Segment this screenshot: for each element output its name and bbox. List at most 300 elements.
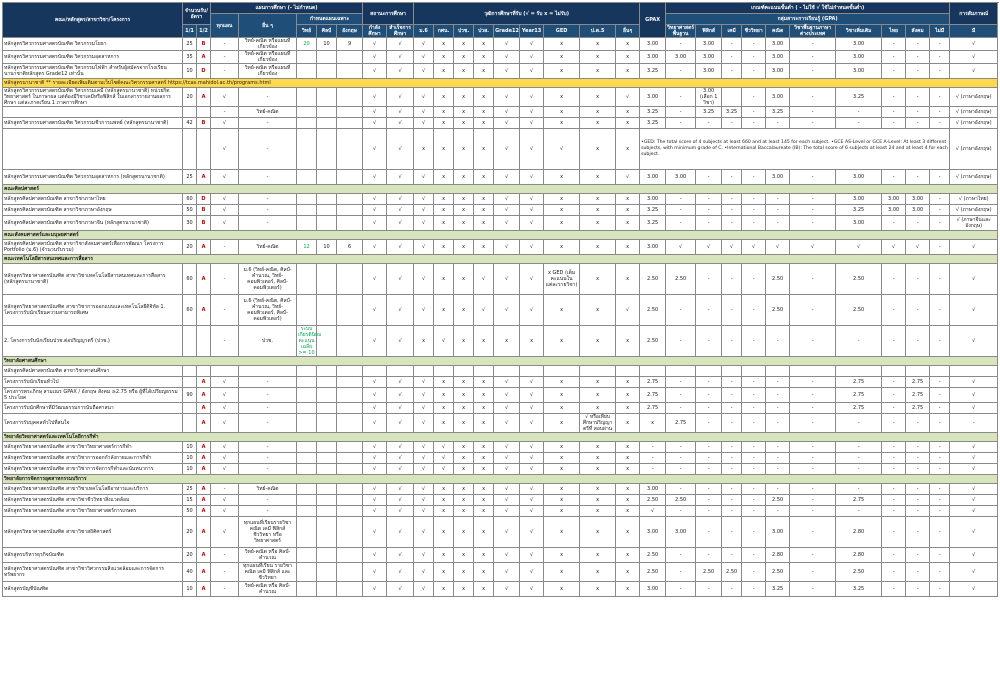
table-cell: x [616, 563, 640, 582]
table-cell: x [616, 118, 640, 129]
table-cell [297, 64, 317, 79]
table-cell [337, 506, 363, 517]
header-sci-physics: ฟิสิกส์ [696, 25, 722, 38]
program-name-cell: 2. โครงการรับนักเรียนปวช.ต่อปริญญาตรี (ปวช.) [3, 326, 183, 357]
table-cell: x [580, 64, 616, 79]
table-cell: √ หรือเทียบ ศึกษาปริญญาตรีที่ สอบผ่าน [580, 414, 616, 433]
table-cell: x [580, 563, 616, 582]
table-cell: √ [211, 377, 239, 388]
table-body [3, 38, 998, 597]
table-cell: - [239, 88, 297, 107]
table-cell: √ [211, 414, 239, 433]
header-qual-ged: GED [544, 25, 580, 38]
table-cell: √ [520, 484, 544, 495]
program-name-cell: หลักสูตรวิศวกรรมศาสตรบัณฑิต วิศวกรรมชีวการแพทย์ (หลักสูตรนานาชาติ) [3, 118, 183, 129]
program-name-cell: หลักสูตรวิทยาศาสตรบัณฑิต สาขาวิชาวิทยาศาสตร์การเกษตร [3, 506, 183, 517]
table-cell [317, 216, 337, 231]
header-quota-1: 1/1 [183, 25, 197, 38]
table-cell: - [790, 548, 836, 563]
table-cell: √ [520, 403, 544, 414]
section-header-row [3, 475, 998, 484]
table-cell: √ [494, 506, 520, 517]
table-cell: √ [616, 88, 640, 107]
table-cell: x [434, 377, 454, 388]
table-cell: x [474, 216, 494, 231]
table-cell: x [454, 582, 474, 597]
table-cell: x [616, 388, 640, 403]
table-cell [297, 442, 317, 453]
table-cell [297, 517, 317, 548]
table-cell: √ [950, 484, 998, 495]
table-cell: x [616, 326, 640, 357]
table-cell [317, 484, 337, 495]
table-cell: - [790, 414, 836, 433]
program-name-cell [3, 107, 183, 118]
table-cell [317, 506, 337, 517]
table-cell: x [580, 264, 616, 295]
table-cell: x [616, 506, 640, 517]
table-cell: x [414, 326, 434, 357]
table-cell [297, 506, 317, 517]
table-cell: √ [494, 38, 520, 51]
table-cell [183, 326, 197, 357]
table-cell [930, 366, 950, 377]
table-cell: x [434, 51, 454, 64]
table-cell: 2.75 [640, 388, 666, 403]
table-cell: - [696, 453, 722, 464]
table-cell: √ [414, 403, 434, 414]
table-cell: 3.00 [766, 170, 790, 185]
table-cell: √ [494, 495, 520, 506]
table-cell: - [930, 453, 950, 464]
section-header-row [3, 185, 998, 194]
table-cell [317, 442, 337, 453]
header-math: คณิต [766, 25, 790, 38]
table-cell: √ [520, 129, 544, 170]
table-cell: x [580, 506, 616, 517]
table-cell: x [454, 484, 474, 495]
table-cell: - [836, 118, 882, 129]
table-cell: 3.25 [836, 582, 882, 597]
table-cell: √ [211, 453, 239, 464]
table-cell: √ [494, 414, 520, 433]
table-cell: - [882, 453, 906, 464]
table-cell: √ [387, 118, 414, 129]
table-cell [520, 366, 544, 377]
table-cell: - [666, 216, 696, 231]
table-row [3, 442, 998, 453]
table-cell: A [197, 388, 211, 403]
table-cell [183, 366, 197, 377]
table-cell: x [414, 129, 434, 170]
table-cell: - [766, 453, 790, 464]
section-title: วิทยาลัยศาสนศึกษา [3, 357, 998, 366]
table-cell: - [666, 506, 696, 517]
table-cell: 40 [183, 563, 197, 582]
header-foreign-extra: วิชาเพิ่มเติม [836, 25, 882, 38]
table-cell [317, 170, 337, 185]
table-cell: 2.75 [666, 414, 696, 433]
table-cell: - [930, 194, 950, 205]
program-name-cell: หลักสูตรวิทยาศาสตรบัณฑิต สาขาวิชาเทคโนโลยีสารสนเทศและการสื่อสาร (หลักสูตรนานาชาติ) [3, 264, 183, 295]
table-cell: x [544, 51, 580, 64]
table-cell: - [930, 216, 950, 231]
table-cell: 2.50 [836, 264, 882, 295]
table-cell: - [722, 264, 742, 295]
table-cell: - [742, 64, 766, 79]
table-cell: - [882, 88, 906, 107]
program-name-cell: หลักสูตรวิศวกรรมศาสตรบัณฑิต วิศวกรรมเคมี (หลักสูตรนานาชาติ) หน่วยกิตวิทยาศาสตร์ ในภาษาผล แต่ต้องมีวิชาเคมีหรือฟิสิกส์ ในเอกสารรายงานผลการศึกษา แต่ละภาคเรียน 1 ภาคการศึกษา [3, 88, 183, 107]
table-cell [297, 51, 317, 64]
table-cell: A [197, 517, 211, 548]
table-cell: √ [950, 442, 998, 453]
table-cell: 2.75 [906, 403, 930, 414]
section-title: คณะศิลปศาสตร์ [3, 185, 998, 194]
table-cell: √ [387, 51, 414, 64]
table-cell: x [616, 240, 640, 255]
program-name-cell: หลักสูตรบัญชีบัณฑิต [3, 582, 183, 597]
table-cell: 3.00 [696, 38, 722, 51]
table-cell: √ [520, 464, 544, 475]
table-cell: 3.25 [640, 64, 666, 79]
program-name-cell: โครงการพระภิกษุ สามเณร GPAX / อังกฤษ สังคม ≥2.75 หรือ ผู้ที่ได้เปรียญธรรม 5 ประโยค [3, 388, 183, 403]
table-cell: 3.00 [640, 240, 666, 255]
table-cell: - [239, 170, 297, 185]
table-cell: 6 [337, 240, 363, 255]
table-cell [317, 205, 337, 216]
table-cell: 2.50 [666, 264, 696, 295]
table-cell: √ [387, 442, 414, 453]
table-cell: - [790, 442, 836, 453]
table-cell [836, 366, 882, 377]
table-cell: x [580, 453, 616, 464]
table-cell: √ [950, 51, 998, 64]
table-cell: x [454, 403, 474, 414]
table-cell: √ [363, 377, 387, 388]
table-cell: 2.75 [836, 403, 882, 414]
table-cell: x [434, 403, 454, 414]
table-cell: - [239, 129, 297, 170]
table-cell: - [696, 414, 722, 433]
table-cell: 2.50 [766, 295, 790, 326]
table-cell: x [616, 495, 640, 506]
table-cell: - [722, 170, 742, 185]
table-cell: - [836, 484, 882, 495]
program-name-cell: โครงการรับนักศึกษาที่มีวัฒนธรรมการนับถือศาสนา [3, 403, 183, 414]
table-cell: √ [211, 517, 239, 548]
table-cell: - [742, 563, 766, 582]
table-cell: √ [950, 464, 998, 475]
table-cell [297, 129, 317, 170]
table-cell: 3.00 [696, 64, 722, 79]
table-cell: x [616, 51, 640, 64]
table-row [3, 495, 998, 506]
table-cell [297, 366, 317, 377]
table-cell: x [474, 194, 494, 205]
table-cell [544, 366, 580, 377]
table-cell: √ [387, 38, 414, 51]
table-cell: - [211, 38, 239, 51]
table-cell: - [742, 88, 766, 107]
table-cell: A [197, 88, 211, 107]
table-cell: √ [414, 442, 434, 453]
table-cell: x [580, 51, 616, 64]
table-cell [297, 216, 317, 231]
table-cell: - [211, 326, 239, 357]
table-cell [363, 366, 387, 377]
table-cell [337, 107, 363, 118]
table-cell: √ [387, 517, 414, 548]
table-cell: √ [950, 403, 998, 414]
table-cell: - [239, 216, 297, 231]
table-cell: - [882, 295, 906, 326]
table-cell: 2.50 [666, 495, 696, 506]
table-cell: - [696, 442, 722, 453]
table-cell: 3.25 [722, 107, 742, 118]
table-cell: x [474, 129, 494, 170]
table-cell [317, 88, 337, 107]
table-cell: √ [722, 240, 742, 255]
table-cell: √ [950, 453, 998, 464]
table-cell [211, 366, 239, 377]
table-cell: - [930, 414, 950, 433]
table-cell: √ [414, 118, 434, 129]
table-cell: √ (ภาษาอังกฤษ) [950, 129, 998, 170]
table-cell: √ [494, 194, 520, 205]
table-cell [337, 582, 363, 597]
table-cell: x [616, 414, 640, 433]
header-plan-sci: วิทย์ [297, 25, 317, 38]
table-cell: x [474, 240, 494, 255]
table-cell: - [790, 484, 836, 495]
table-cell: - [790, 388, 836, 403]
table-row [3, 264, 998, 295]
table-row [3, 295, 998, 326]
table-cell: √ [494, 216, 520, 231]
table-cell: √ [494, 264, 520, 295]
table-cell: x [434, 240, 454, 255]
table-cell: √ [387, 403, 414, 414]
table-cell: - [882, 118, 906, 129]
table-cell: x [544, 506, 580, 517]
table-cell: - [882, 51, 906, 64]
table-cell: √ [494, 118, 520, 129]
table-cell: - [666, 464, 696, 475]
table-cell: x [454, 216, 474, 231]
table-cell: √ [387, 205, 414, 216]
table-cell: x [580, 38, 616, 51]
table-cell [722, 88, 742, 107]
table-cell: x [454, 205, 474, 216]
table-cell [317, 388, 337, 403]
table-cell [337, 295, 363, 326]
table-cell: √ [414, 388, 434, 403]
table-cell: - [742, 442, 766, 453]
table-cell: x [544, 377, 580, 388]
table-cell: x [434, 107, 454, 118]
table-cell: ทุกแผนที่เรียน รายวิชา คณิต เคมี ฟิสิกส์ และชีววิทยา [239, 563, 297, 582]
table-cell: - [742, 38, 766, 51]
header-sci-bio: ชีววิทยา [742, 25, 766, 38]
table-cell: 3.00 [836, 51, 882, 64]
table-cell: √ [520, 582, 544, 597]
table-cell: - [906, 484, 930, 495]
table-cell [317, 414, 337, 433]
table-cell [317, 563, 337, 582]
table-cell: √ [211, 464, 239, 475]
table-cell [183, 129, 197, 170]
table-cell: x [580, 484, 616, 495]
table-cell: x [616, 194, 640, 205]
table-cell: √ [494, 295, 520, 326]
table-cell: √ [211, 194, 239, 205]
table-cell: √ [520, 240, 544, 255]
table-cell: - [790, 464, 836, 475]
table-cell [3, 129, 183, 170]
header-plan-other: อื่น ๆ [239, 14, 297, 38]
table-cell: √ [363, 403, 387, 414]
table-cell: 3.25 [640, 107, 666, 118]
table-cell: x [454, 464, 474, 475]
table-cell [494, 366, 520, 377]
table-cell: x [474, 88, 494, 107]
table-cell: x [474, 582, 494, 597]
table-cell: x [580, 88, 616, 107]
table-cell: √ [414, 377, 434, 388]
table-cell: - [790, 326, 836, 357]
table-cell: √ [494, 205, 520, 216]
table-cell: - [211, 64, 239, 79]
table-cell: √ [414, 295, 434, 326]
table-cell: √ [363, 51, 387, 64]
table-cell: x [616, 107, 640, 118]
table-cell: - [906, 264, 930, 295]
table-cell: - [239, 506, 297, 517]
table-cell: √ [520, 548, 544, 563]
table-cell: x [474, 442, 494, 453]
table-cell: 3.00 [640, 484, 666, 495]
table-cell [580, 366, 616, 377]
table-cell: √ [387, 548, 414, 563]
table-cell: - [930, 495, 950, 506]
table-cell: √ [494, 240, 520, 255]
table-cell: 2.75 [836, 388, 882, 403]
table-cell: - [790, 194, 836, 205]
table-cell: - [722, 38, 742, 51]
table-cell: √ [387, 506, 414, 517]
table-cell: x [544, 240, 580, 255]
table-cell: x [580, 170, 616, 185]
table-cell: วิทย์-คณิต หรือแผนที่เกี่ยวข้อง [239, 38, 297, 51]
table-cell: A [197, 377, 211, 388]
section-title: คณะเทคโนโลยีสารสนเทศและการสื่อสาร [3, 255, 998, 264]
table-row [3, 240, 998, 255]
table-cell: - [906, 107, 930, 118]
table-cell: √ [696, 240, 722, 255]
table-cell: x [474, 118, 494, 129]
table-row [3, 377, 998, 388]
table-cell: x [544, 442, 580, 453]
table-cell: - [930, 38, 950, 51]
header-qualification: วุฒิการศึกษาที่รับ (√ = รับ x = ไม่รับ) [414, 3, 640, 25]
table-cell: A [197, 563, 211, 582]
table-cell: - [696, 170, 722, 185]
table-cell [317, 377, 337, 388]
table-cell [297, 495, 317, 506]
table-cell: x [454, 563, 474, 582]
table-cell: √ [494, 107, 520, 118]
table-cell: - [882, 38, 906, 51]
table-cell [474, 366, 494, 377]
table-cell: - [950, 414, 998, 433]
table-cell: - [906, 38, 930, 51]
table-cell: วิทย์-คณิต หรือแผนที่เกี่ยวข้อง [239, 64, 297, 79]
table-cell: 3.00 [836, 38, 882, 51]
table-cell: - [211, 240, 239, 255]
table-cell: √ [520, 88, 544, 107]
table-cell: - [722, 414, 742, 433]
table-cell: x [544, 548, 580, 563]
table-cell: ม.6 (วิทย์-คณิต, ศิลป์-คำนวณ, วิทย์-คอมพิวเตอร์, ศิลป์-คอมพิวเตอร์) [239, 264, 297, 295]
table-cell: x [454, 240, 474, 255]
table-cell: x [474, 548, 494, 563]
header-quota-2: 1/2 [197, 25, 211, 38]
table-cell: √ [520, 495, 544, 506]
table-cell: 2.75 [906, 377, 930, 388]
header-plan-specific: กำหนดแผนเฉพาะ [297, 14, 363, 25]
table-cell: 10 [183, 64, 197, 79]
table-cell: - [930, 582, 950, 597]
table-cell: - [882, 495, 906, 506]
table-cell: x [474, 453, 494, 464]
table-cell: 3.00 [836, 216, 882, 231]
table-cell: √ [474, 295, 494, 326]
table-cell: - [790, 88, 836, 107]
table-cell: √ [363, 129, 387, 170]
header-qual-hvoc: ปวส. [474, 25, 494, 38]
table-cell: - [742, 51, 766, 64]
table-cell: x [544, 118, 580, 129]
table-cell: - [836, 326, 882, 357]
table-cell: 2.50 [640, 563, 666, 582]
table-cell: 3.00 [882, 205, 906, 216]
note-row [3, 79, 998, 88]
table-cell [297, 377, 317, 388]
header-qual-nfe: กศน. [434, 25, 454, 38]
table-cell: √ [494, 548, 520, 563]
table-cell: A [197, 548, 211, 563]
table-cell: √ [363, 582, 387, 597]
table-cell: x [544, 464, 580, 475]
table-cell: - [882, 388, 906, 403]
table-cell: - [930, 442, 950, 453]
table-cell: - [742, 377, 766, 388]
table-cell: √ [742, 240, 766, 255]
table-cell: - [930, 464, 950, 475]
table-cell [317, 453, 337, 464]
table-cell: √ [387, 264, 414, 295]
table-cell: x GED (เต็ม คะแนนในแต่ละรายวิชา) [544, 264, 580, 295]
table-cell: A [197, 295, 211, 326]
table-cell: √ [494, 442, 520, 453]
table-cell: √ [494, 170, 520, 185]
table-cell [337, 88, 363, 107]
table-cell: √ (ภาษาอังกฤษ) [950, 107, 998, 118]
table-cell: - [239, 414, 297, 433]
table-cell: - [930, 403, 950, 414]
table-cell: x [454, 414, 474, 433]
table-cell: 25 [183, 484, 197, 495]
